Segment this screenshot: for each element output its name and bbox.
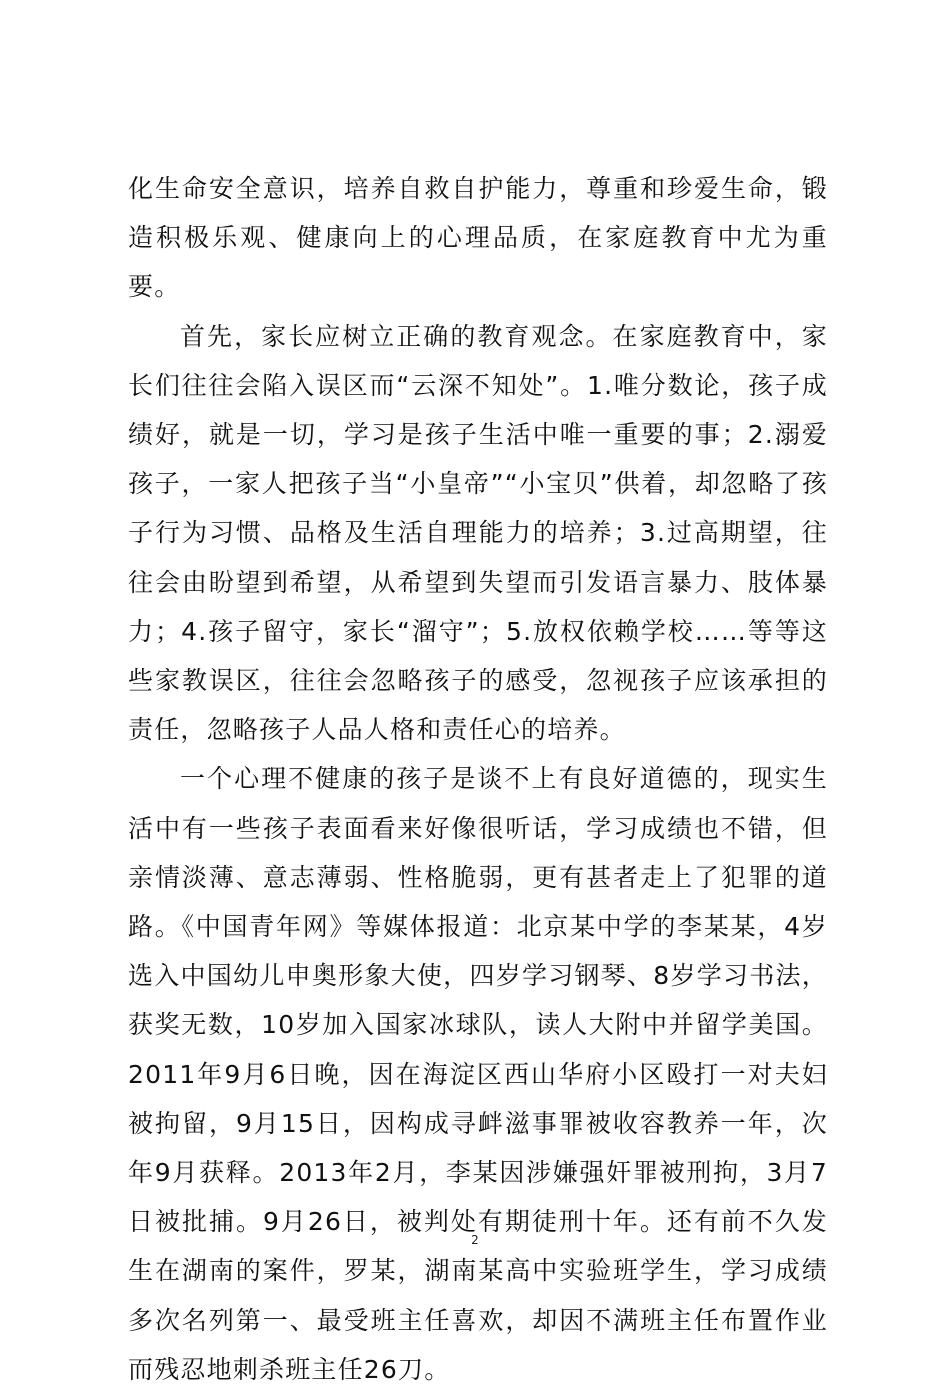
paragraph-education-concepts: 首先，家长应树立正确的教育观念。在家庭教育中，家长们往往会陷入误区而“云深不知处”。1.唯分数论，孩子成绩好，就是一切，学习是孩子生活中唯一重要的事；2.溺爱孩子，一家人把孩子当“小皇帝”“小宝贝”供着，却忽略了孩子行为习惯、品格及生活自理能力的培养；3.过高期望，往往会由盼望到希望，从希望到失望而引发语言暴力、肢体暴力；4.孩子留守，家长“溜守”；5.放权依赖学校……等等这些家教误区，往往会忽略孩子的感受，忽视孩子应该承担的责任，忽略孩子人品人格和责任心的培养。: [128, 321, 828, 745]
page-number: 2: [471, 1233, 479, 1247]
body-text: [128, 164, 828, 1394]
paragraph-case-examples: 一个心理不健康的孩子是谈不上有良好道德的，现实生活中有一些孩子表面看来好像很听话，学习成绩也不错，但亲情淡薄、意志薄弱、性格脆弱，更有甚者走上了犯罪的道路。《中国青年网》等媒体报道：北京某中学的李某某，4岁选入中国幼儿申奥形象大使，四岁学习钢琴、8岁学习书法，获奖无数，10岁加入国家冰球队，读人大附中并留学美国。2011年9月6日晚，因在海淀区西山华府小区殴打一对夫妇被拘留，9月15日，因构成寻衅滋事罪被收容教养一年，次年9月获释。2013年2月，李某因涉嫌强奸罪被刑拘，3月7日被批捕。9月26日，被判处有期徒刑十年。还有前不久发生在湖南的案件，罗某，湖南某高中实验班学生，学习成绩多次名列第一、最受班主任喜欢，却因不满班主任布置作业而残忍地刺杀班主任26刀。: [128, 764, 828, 1384]
paragraph-continuation: 化生命安全意识，培养自救自护能力，尊重和珍爱生命，锻造积极乐观、健康向上的心理品质，在家庭教育中尤为重要。: [128, 174, 828, 302]
